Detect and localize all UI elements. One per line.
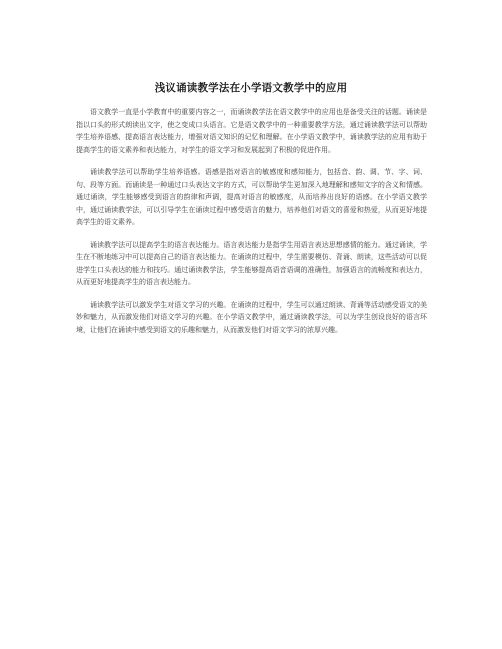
paragraph-4: 诵读教学法可以激发学生对语文学习的兴趣。在诵读的过程中，学生可以通过朗读、背诵等活动感受语文的美妙和魅力，从而激发他们对语文学习的兴趣。在小学语文教学中，通过诵读教学法，可以为学生创设良好的语言环境，让他们在诵读中感受到语文的乐趣和魅力，从而激发他们对语文学习的浓厚兴趣。	[76, 300, 427, 334]
paragraph-1: 语文教学一直是小学教育中的重要内容之一，而诵读教学法在语文教学中的应用也是备受关注的话题。诵读是指以口头的形式朗读出文字，使之变成口头语言。它是语文教学中的一种重要教学方法，通过诵读教学法可以帮助学生培养语感、提高语言表达能力，增强对语文知识的记忆和理解。在小学语文教学中，诵读教学法的应用有助于提高学生的语文素养和表达能力，对学生的语文学习和发展起到了积极的促进作用。	[76, 108, 427, 154]
paragraph-3: 诵读教学法可以提高学生的语言表达能力。语言表达能力是指学生用语言表达思想感情的能力。通过诵读，学生在不断地练习中可以提高自己的语言表达能力。在诵读的过程中，学生需要模仿、背诵、朗读，这些活动可以促进学生口头表达的能力和技巧。通过诵读教学法，学生能够提高语音语调的准确性，加强语言的流畅度和表达力，从而更好地提高学生的语言表达能力。	[76, 240, 427, 286]
document-title: 浅议诵读教学法在小学语文教学中的应用	[154, 82, 348, 94]
document-body	[76, 106, 427, 346]
paragraph-2: 诵读教学法可以帮助学生培养语感。语感是指对语言的敏感度和感知能力，包括音、韵、调、节、字、词、句、段等方面。而诵读是一种通过口头表达文字的方式，可以帮助学生更加深入地理解和感知文字的含义和情感。通过诵读，学生能够感受到语言的韵律和声调，提高对语言的敏感度，从而培养出良好的语感。在小学语文教学中，通过诵读教学法，可以引导学生在诵读过程中感受语言的魅力，培养他们对语文的喜爱和热爱，从而更好地提高学生的语文素养。	[76, 168, 427, 226]
